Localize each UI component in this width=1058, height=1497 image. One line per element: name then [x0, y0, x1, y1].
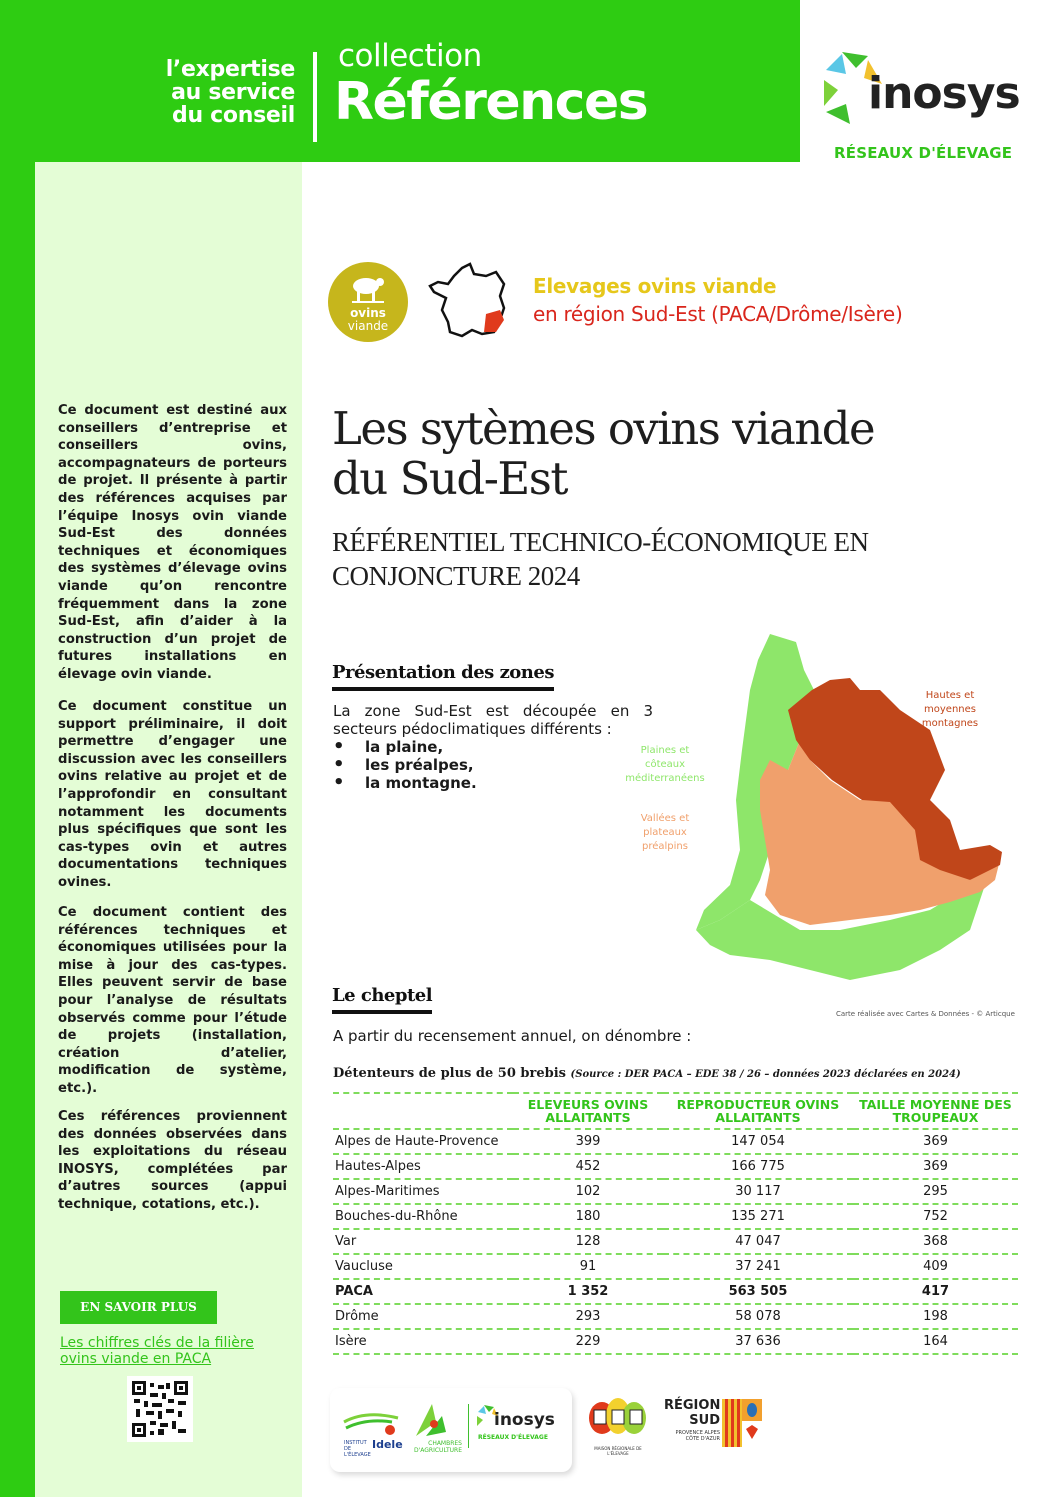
col-header-eleveurs: ELEVEURS OVINS ALLAITANTS	[513, 1093, 663, 1129]
cell-name: Alpes de Haute-Provence	[333, 1129, 513, 1154]
qr-code[interactable]	[127, 1376, 193, 1442]
table-header-row	[333, 1093, 1018, 1129]
logo-subtitle: RÉSEAUX D'ÉLEVAGE	[834, 144, 1013, 162]
inosys-logo	[820, 50, 1040, 170]
mre-logo-icon	[588, 1396, 648, 1436]
cell-taille: 752	[853, 1204, 1018, 1229]
cell-reproducteurs: 58 078	[663, 1304, 853, 1329]
cell-taille: 295	[853, 1179, 1018, 1204]
tagline-line: du conseil	[172, 103, 295, 128]
region-subtitle: en région Sud-Est (PACA/Drôme/Isère)	[533, 302, 903, 326]
table-row	[333, 1329, 1018, 1354]
cell-eleveurs: 91	[513, 1254, 663, 1279]
cell-taille: 369	[853, 1154, 1018, 1179]
table-caption	[333, 1066, 961, 1081]
cell-taille: 368	[853, 1229, 1018, 1254]
ovins-viande-badge	[328, 262, 408, 342]
region-sud-shield-icon	[722, 1399, 762, 1447]
sidebar-paragraph: Ces références proviennent des données observées dans les exploitations du réseau INOSYS, complétées par d’autres sources (appui technique, cotations, etc.).	[58, 1109, 287, 1212]
map-label-vallees: Vallées et plateaux préalpins	[640, 813, 690, 852]
zones-list-item: • la montagne.	[333, 774, 477, 792]
sheep-icon	[350, 274, 386, 304]
footer-inosys-sub: RÉSEAUX D'ÉLEVAGE	[478, 1434, 548, 1441]
title-line: Les sytèmes ovins viande	[332, 402, 875, 455]
tagline-line: l’expertise	[165, 57, 295, 82]
key-figures-link[interactable]: Les chiffres clés de la filière ovins viande en PACA	[60, 1335, 254, 1367]
cell-taille: 198	[853, 1304, 1018, 1329]
cell-reproducteurs: 166 775	[663, 1154, 853, 1179]
cell-reproducteurs: 563 505	[663, 1279, 853, 1304]
france-map-icon	[424, 262, 524, 342]
map-label-plaines: Plaines et côteaux méditerranéens	[625, 745, 705, 784]
idele-small: INSTITUT DE L'ÉLEVAGE	[344, 1440, 371, 1458]
table-row	[333, 1204, 1018, 1229]
chambres-logo-icon	[412, 1402, 452, 1438]
idele-logo-icon	[342, 1408, 402, 1438]
table-row	[333, 1154, 1018, 1179]
logo-wordmark: inosys	[868, 68, 1020, 119]
tagline-line: au service	[171, 80, 295, 105]
cell-name: Bouches-du-Rhône	[333, 1204, 513, 1229]
table-row-total	[333, 1279, 1018, 1304]
map-credit: Carte réalisée avec Cartes & Données - © Articque	[836, 1010, 1015, 1018]
caption-text: Détenteurs de plus de 50 brebis	[333, 1066, 566, 1081]
mre-sub: MAISON RÉGIONALE DE L'ÉLEVAGE	[594, 1446, 642, 1456]
cell-eleveurs: 293	[513, 1304, 663, 1329]
cheptel-heading: Le cheptel	[332, 985, 432, 1014]
cell-taille: 409	[853, 1254, 1018, 1279]
sidebar-paragraph: Ce document constitue un support préliminaire, il doit permettre d’engager une discussion avec les conseillers ovins relative au projet et de l’approfondir en consultant notamment les documents plus spécifiques que sont les cas-types ovin et autres documentations techniques ovines.	[58, 699, 287, 890]
cell-name: Isère	[333, 1329, 513, 1354]
cell-name: Alpes-Maritimes	[333, 1179, 513, 1204]
title-line: du Sud-Est	[332, 452, 567, 505]
table-row	[333, 1179, 1018, 1204]
cell-name: Hautes-Alpes	[333, 1154, 513, 1179]
page-title	[332, 404, 1012, 504]
tagline	[80, 58, 295, 127]
cell-reproducteurs: 135 271	[663, 1204, 853, 1229]
col-header-name	[333, 1093, 513, 1129]
cell-reproducteurs: 30 117	[663, 1179, 853, 1204]
caption-source: (Source : DER PACA – EDE 38 / 26 – données 2023 déclarées en 2024)	[570, 1069, 961, 1080]
col-header-taille: TAILLE MOYENNE DES TROUPEAUX	[853, 1093, 1018, 1129]
zones-heading: Présentation des zones	[332, 662, 554, 691]
idele-name: Idele	[372, 1438, 403, 1451]
cell-eleveurs: 399	[513, 1129, 663, 1154]
table-row	[333, 1304, 1018, 1329]
map-label-hautes: Hautes et moyennes montagnes	[921, 690, 979, 729]
cell-name: Vaucluse	[333, 1254, 513, 1279]
badge-line2: viande	[347, 319, 389, 333]
table-row	[333, 1254, 1018, 1279]
cell-taille: 417	[853, 1279, 1018, 1304]
header-divider	[313, 52, 317, 142]
learn-more-label: EN SAVOIR PLUS	[60, 1291, 217, 1324]
badge-line1: ovins	[350, 306, 386, 320]
cell-name: Drôme	[333, 1304, 513, 1329]
left-green-strip	[0, 0, 35, 1497]
table-row	[333, 1229, 1018, 1254]
sud-est-map-image	[600, 630, 1020, 990]
zones-intro: La zone Sud-Est est découpée en 3 secteurs pédoclimatiques différents :	[333, 702, 653, 738]
qr-code-icon	[132, 1381, 188, 1437]
page-subtitle	[332, 525, 1022, 593]
table-row	[333, 1129, 1018, 1154]
region-sud-2: SUD	[689, 1413, 720, 1428]
cell-eleveurs: 102	[513, 1179, 663, 1204]
chambres-name: CHAMBRES D'AGRICULTURE	[414, 1440, 462, 1454]
footer-inosys: inosys	[494, 1410, 555, 1430]
cheptel-intro: A partir du recensement annuel, on dénombre :	[333, 1027, 692, 1045]
cell-reproducteurs: 147 054	[663, 1129, 853, 1154]
sidebar-paragraph: Ce document est destiné aux conseillers d’entreprise et conseillers ovins, accompagnateurs de porteurs de projet. Il présente à partir des références acquises par l’équipe Inosys ovin viande Sud-Est des données techniques et économiques des systèmes d’élevage ovins viande qu’on rencontre fréquemment dans la zone Sud-Est, afin d’aider à la construction d’un projet de futures installations en élevage ovin viande.	[58, 403, 287, 682]
subtitle-line: CONJONCTURE 2024	[332, 561, 580, 591]
subtitle-line: RÉFÉRENTIEL TECHNICO-ÉCONOMIQUE EN	[332, 527, 869, 557]
cell-eleveurs: 229	[513, 1329, 663, 1354]
cell-reproducteurs: 37 636	[663, 1329, 853, 1354]
collection-label: collection	[338, 38, 482, 74]
cell-eleveurs: 1 352	[513, 1279, 663, 1304]
partner-logos-card	[330, 1388, 572, 1472]
cell-name: Var	[333, 1229, 513, 1254]
zones-map	[600, 630, 1020, 990]
region-sud-1: RÉGION	[664, 1398, 721, 1413]
zones-list-item: • la plaine,	[333, 738, 477, 756]
cell-taille: 164	[853, 1329, 1018, 1354]
col-header-reproducteurs: REPRODUCTEUR OVINS ALLAITANTS	[663, 1093, 853, 1129]
zones-list	[333, 738, 477, 792]
cell-eleveurs: 180	[513, 1204, 663, 1229]
cell-eleveurs: 452	[513, 1154, 663, 1179]
cell-name: PACA	[333, 1279, 513, 1304]
cheptel-table	[333, 1092, 1018, 1355]
zones-list-item: • les préalpes,	[333, 756, 477, 774]
sidebar-paragraph: Ce document contient des références techniques et économiques utilisées pour la mise à jour des cas-types. Elles peuvent servir de base pour l’analyse de résultats observés comme pour l’étude de projets (installation, création d’atelier, modification de système, etc.).	[58, 905, 287, 1096]
footer-divider	[468, 1404, 469, 1448]
references-title: Références	[334, 72, 648, 132]
cell-reproducteurs: 47 047	[663, 1229, 853, 1254]
region-sud-3: PROVENCE ALPES CÔTE D'AZUR	[675, 1430, 720, 1442]
cell-taille: 369	[853, 1129, 1018, 1154]
cell-reproducteurs: 37 241	[663, 1254, 853, 1279]
region-title: Elevages ovins viande	[533, 274, 777, 298]
cell-eleveurs: 128	[513, 1229, 663, 1254]
